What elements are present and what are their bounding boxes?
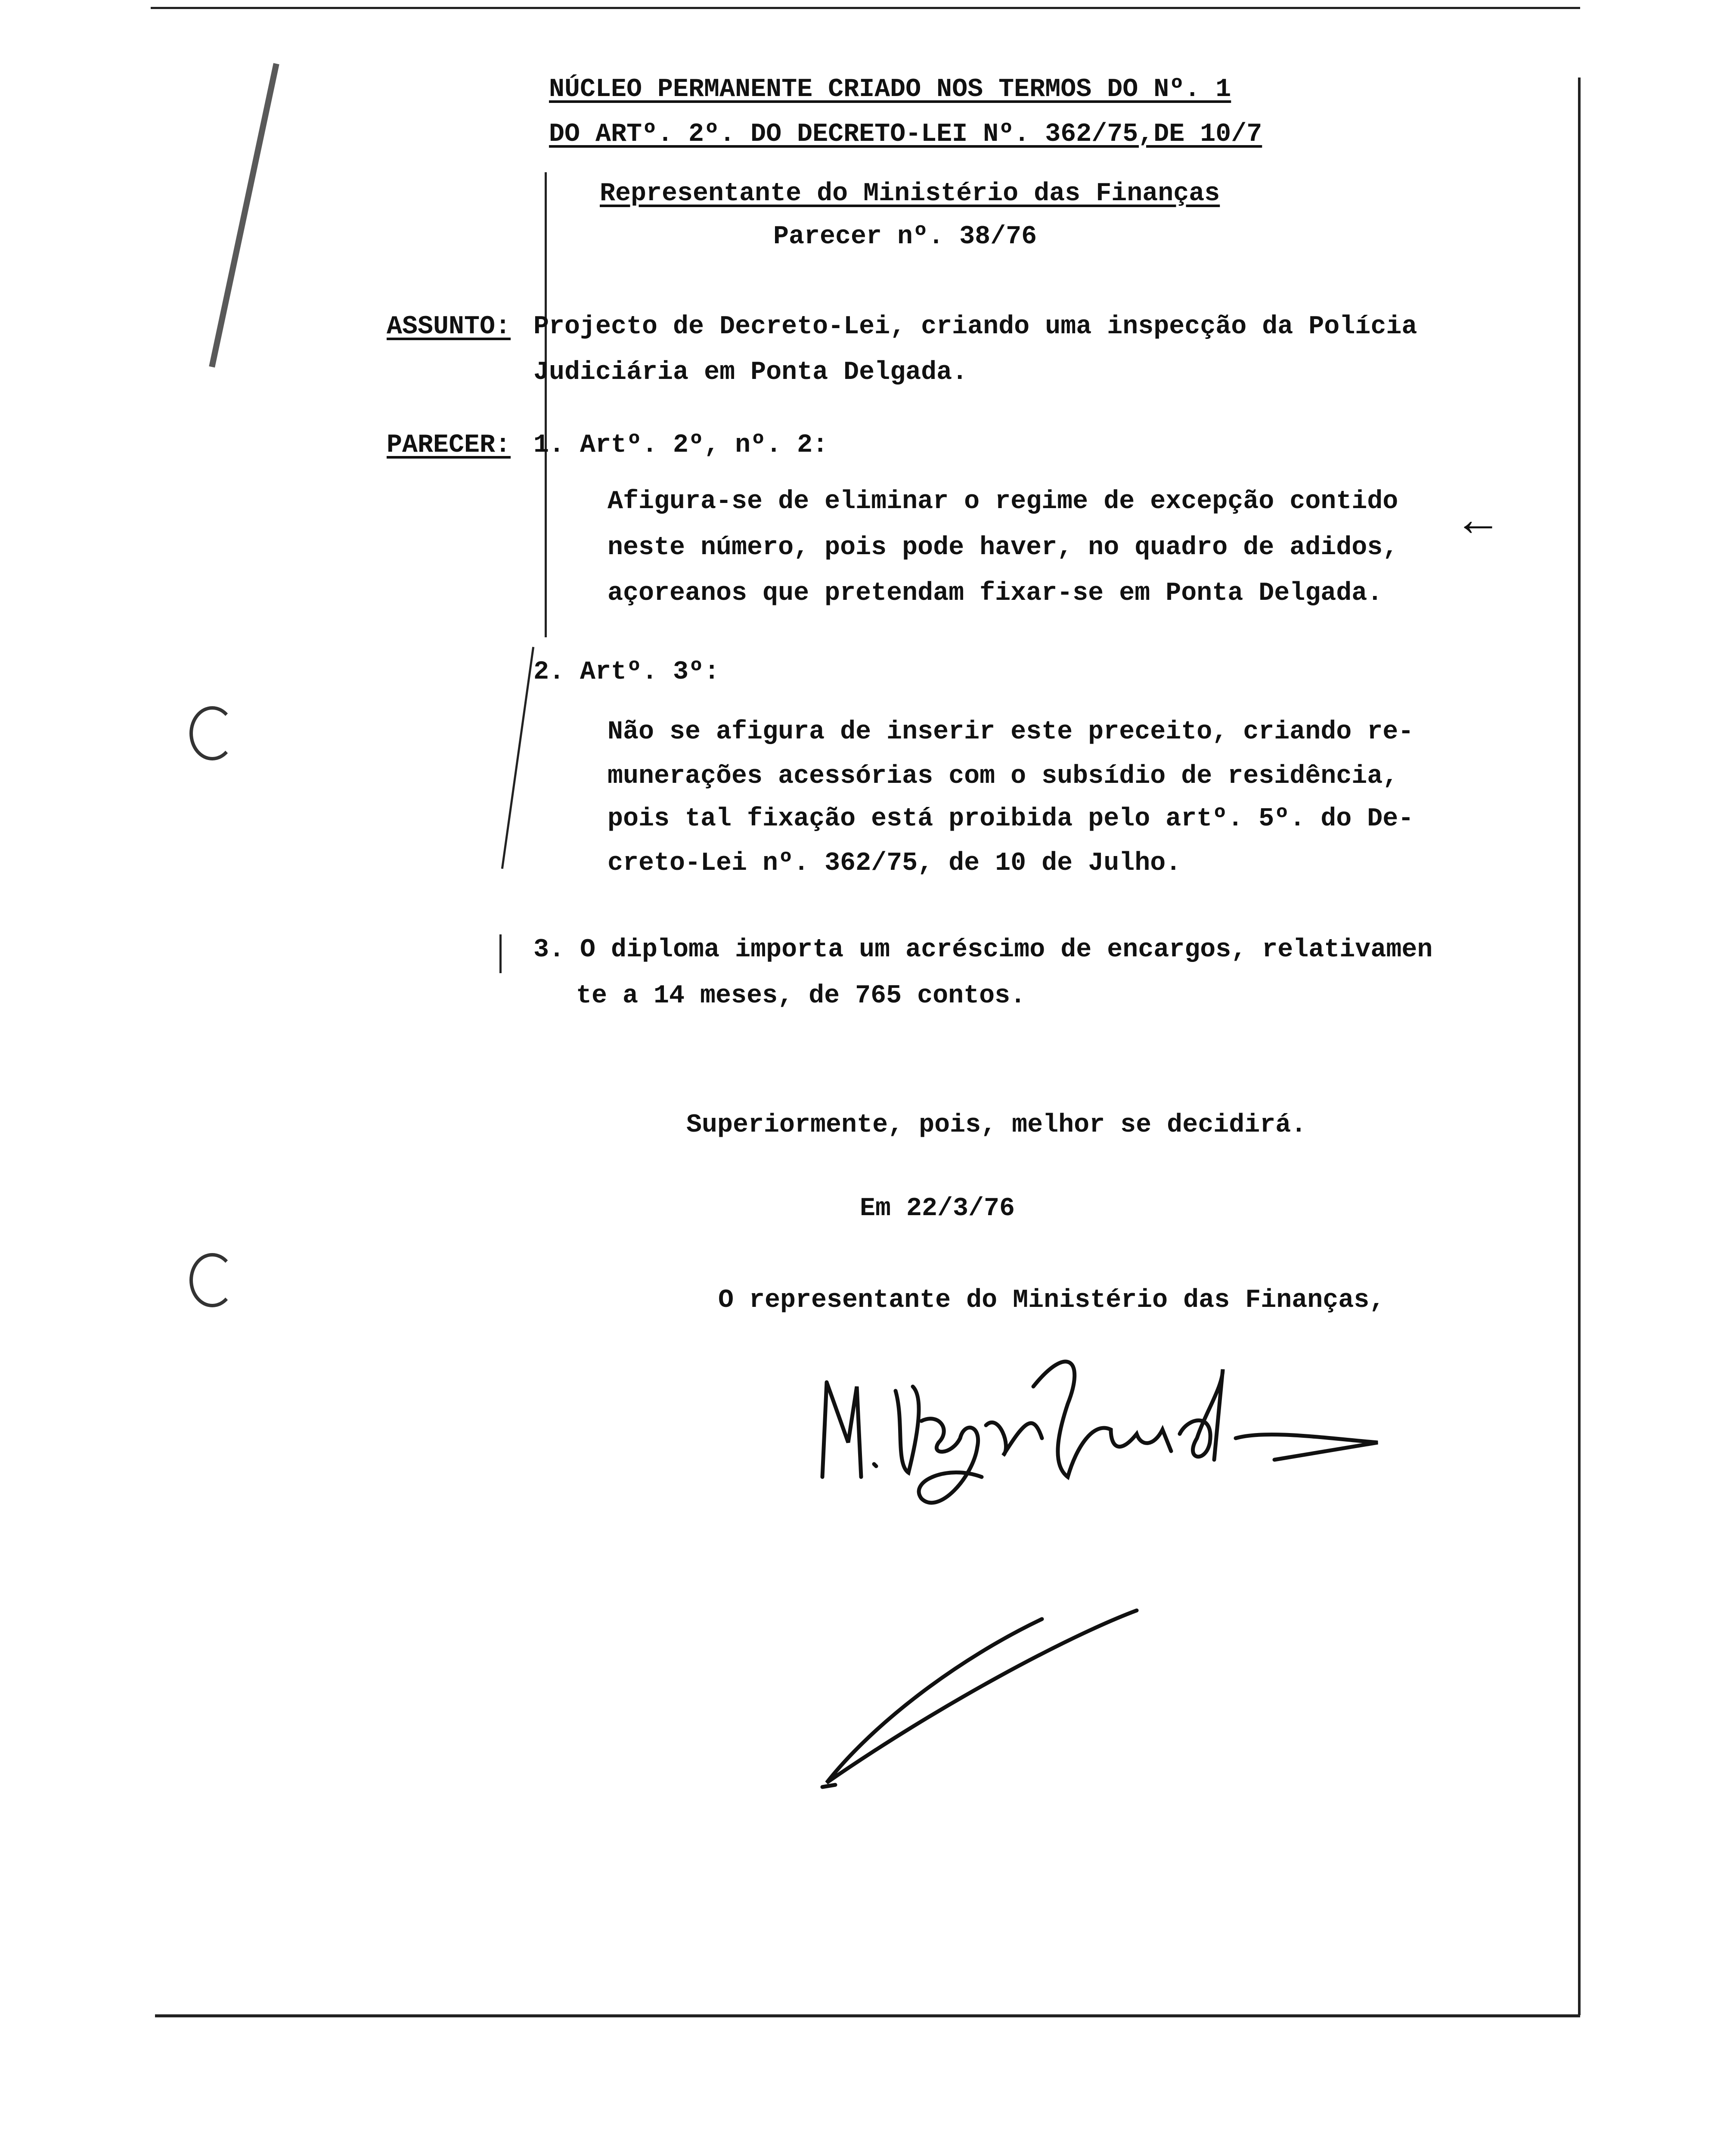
item-1-line: Afigura-se de eliminar o regime de excepção contido [608, 487, 1398, 516]
item-2-line: creto-Lei nº. 362/75, de 10 de Julho. [608, 849, 1181, 878]
margin-bracket-line [545, 172, 547, 637]
signatory-line: O representante do Ministério das Finanças, [718, 1286, 1385, 1315]
punch-hole-mark [189, 706, 235, 760]
bottom-border-line [155, 2014, 1580, 2017]
item-3-heading: 3. O diploma importa um acréscimo de encargos, relativamen [533, 935, 1433, 965]
margin-bracket-line [499, 934, 502, 973]
item-2-line: Não se afigura de inserir este preceito, criando re- [608, 717, 1414, 747]
header-office: Representante do Ministério das Finanças [600, 179, 1220, 208]
item-1-heading: 1. Artº. 2º, nº. 2: [533, 431, 828, 460]
document-title: Parecer nº. 38/76 [773, 222, 1037, 251]
item-2-heading: 2. Artº. 3º: [533, 658, 720, 687]
parecer-label: PARECER: [387, 431, 511, 460]
item-1-line: neste número, pois pode haver, no quadro de adidos, [608, 533, 1398, 562]
right-border-line [1578, 78, 1581, 2015]
header-line-2: DO ARTº. 2º. DO DECRETO-LEI Nº. 362/75,DE 10/7 [549, 120, 1262, 149]
header-line-1: NÚCLEO PERMANENTE CRIADO NOS TERMOS DO Nº. 1 [549, 75, 1231, 104]
assunto-line-1: Projecto de Decreto-Lei, criando uma inspecção da Polícia [533, 312, 1417, 341]
margin-stroke [209, 63, 279, 367]
margin-arrow-annotation: ← [1464, 496, 1493, 550]
closing-statement: Superiormente, pois, melhor se decidirá. [686, 1111, 1307, 1140]
item-3-line: te a 14 meses, de 765 contos. [576, 981, 1026, 1011]
margin-bracket-line [501, 647, 534, 869]
item-2-line: pois tal fixação está proibida pelo artº. 5º. do De- [608, 804, 1414, 834]
item-1-line: açoreanos que pretendam fixar-se em Ponta Delgada. [608, 579, 1383, 608]
assunto-line-2: Judiciária em Ponta Delgada. [533, 358, 968, 387]
document-date: Em 22/3/76 [860, 1194, 1015, 1223]
handwritten-signature [809, 1335, 1386, 1791]
top-border-line [151, 7, 1580, 9]
item-2-line: munerações acessórias com o subsídio de residência, [608, 762, 1398, 791]
assunto-label: ASSUNTO: [387, 312, 511, 341]
punch-hole-mark [189, 1253, 235, 1307]
